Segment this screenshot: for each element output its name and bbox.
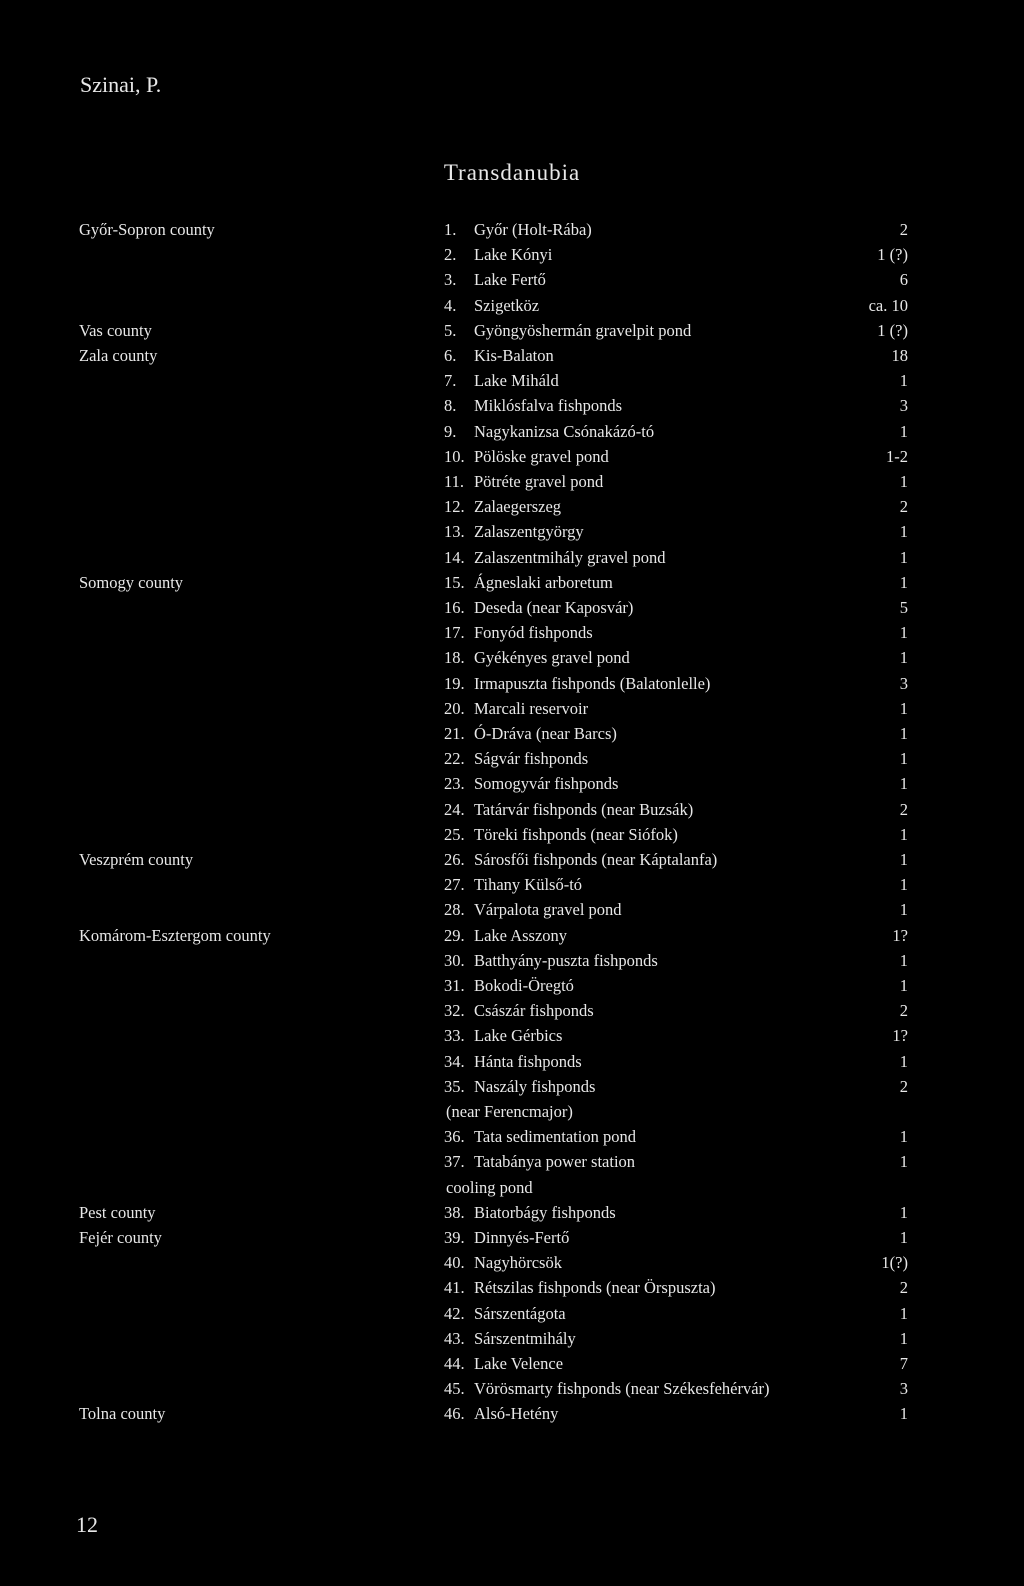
site-number: 30. [444,950,465,970]
table-row [0,645,1024,670]
site-name: Ágneslaki arboretum [474,572,613,592]
site-count: 1 [899,1202,908,1222]
site-number: 37. [444,1152,465,1172]
site-name: Lake Velence [474,1354,564,1373]
site-name: Fonyód fishponds [474,623,593,643]
site-name: Tatabánya power station [474,1152,636,1172]
table-row [0,620,1024,645]
site-count: 1 [899,472,908,491]
site-count: 3 [899,396,908,416]
table-row [0,771,1024,796]
site-number: 35. [444,1076,465,1096]
site-count: 1 [899,698,908,718]
site-name: Naszály fishponds [474,1076,596,1096]
site-number: 43. [444,1328,465,1348]
county-label: Győr-Sopron county [79,220,215,239]
site-count: 1 [899,950,908,970]
site-number: 45. [444,1379,465,1399]
table-row [0,948,1024,973]
site-number: 22. [444,749,465,769]
site-number: 41. [444,1278,465,1298]
table-row [0,1250,1024,1275]
site-name: Lake Miháld [474,371,559,391]
site-name: Szigetköz [474,295,540,315]
site-number: 10. [444,446,465,466]
site-name: Vörösmarty fishponds (near Székesfehérvár) [474,1379,770,1399]
site-name: Miklósfalva fishponds [474,396,623,416]
site-count: 1 [899,1228,908,1247]
site-count: 2 [899,1076,908,1096]
site-count: 1 [899,824,908,844]
table-row [0,973,1024,998]
site-number: 20. [444,698,465,718]
site-count: 1 [899,900,908,920]
site-count: 3 [899,673,908,693]
site-name: Sárosfői fishponds (near Káptalanfa) [474,850,718,869]
site-number: 39. [444,1228,465,1247]
site-name: Sárszentmihály [474,1328,576,1348]
site-name: Gyöngyöshermán gravelpit pond [474,320,692,340]
site-name: Ságvár fishponds [474,749,589,769]
site-number: 23. [444,774,465,794]
site-name: Győr (Holt-Rába) [474,220,592,239]
site-number: 24. [444,799,465,819]
site-name: Ó-Dráva (near Barcs) [474,724,617,743]
site-name: Deseda (near Kaposvár) [474,598,634,617]
site-count: 1 (?) [877,245,908,265]
section-title: Transdanubia [443,160,581,185]
site-count: 1 [899,1404,908,1424]
site-name: Zalaegerszeg [474,497,562,517]
county-label: Zala county [79,346,158,365]
site-count: 2 [899,1278,908,1298]
table-row [0,469,1024,494]
table-row [0,797,1024,822]
table-row [0,1376,1024,1401]
site-number: 9. [444,421,457,441]
table-row [0,998,1024,1023]
site-number: 28. [444,900,465,920]
table-row [0,293,1024,318]
site-count: 1? [892,925,908,945]
site-count: 1 [899,976,908,995]
site-number: 4. [444,295,457,315]
site-number: 25. [444,824,465,844]
site-name: Tatárvár fishponds (near Buzsák) [474,799,694,819]
table-row [0,671,1024,696]
table-row [0,545,1024,570]
table-row [0,1074,1024,1099]
county-label: Veszprém county [79,850,194,869]
table-row [0,519,1024,544]
site-count: 1 [899,371,908,391]
table-row [0,1326,1024,1351]
table-row [0,1175,1024,1200]
site-number: 12. [444,497,465,517]
site-number: 33. [444,1026,465,1046]
table-row [0,1351,1024,1376]
site-name: Batthyány-puszta fishponds [474,950,658,970]
site-number: 32. [444,1001,465,1021]
site-name: Töreki fishponds (near Siófok) [474,824,678,844]
site-count: 2 [899,497,908,517]
site-name: Várpalota gravel pond [474,900,622,920]
table-row [0,1099,1024,1124]
table-row [0,822,1024,847]
site-count: 1 [899,724,908,743]
site-count: 1 [899,1328,908,1348]
site-count: 1 [899,774,908,794]
site-number: 13. [444,522,465,542]
site-count: 1(?) [881,1253,908,1273]
site-name: Lake Gérbics [474,1026,563,1046]
site-number: 3. [444,270,457,290]
site-count: ca. 10 [868,295,908,315]
site-number: 18. [444,648,465,668]
site-count: 1 [899,850,908,869]
site-number: 44. [444,1354,465,1373]
site-name: Marcali reservoir [474,698,589,718]
table-row [0,419,1024,444]
site-number: 8. [444,396,457,416]
site-count: 1 [899,572,908,592]
site-number: 34. [444,1051,465,1071]
table-row [0,1301,1024,1326]
site-number: 2. [444,245,457,265]
table-row [0,318,1024,343]
table-row [0,1049,1024,1074]
site-name: Nagyhörcsök [474,1253,562,1273]
site-number: 6. [444,346,457,365]
site-name: Sárszentágota [474,1303,566,1323]
site-number: 27. [444,875,465,895]
site-name: Somogyvár fishponds [474,774,619,794]
table-row [0,242,1024,267]
table-row [0,1275,1024,1300]
site-count: 2 [899,1001,908,1021]
county-label: Tolna county [79,1404,166,1424]
table-row [0,368,1024,393]
table-row [0,1023,1024,1048]
site-name: cooling pond [446,1177,533,1197]
site-number: 38. [444,1202,465,1222]
site-name: (near Ferencmajor) [446,1102,573,1121]
site-name: Pölöske gravel pond [474,446,609,466]
site-number: 29. [444,925,465,945]
table-row [0,897,1024,922]
site-name: Dinnyés-Fertő [474,1228,570,1247]
site-count: 2 [899,799,908,819]
county-label: Vas county [79,320,152,340]
site-count: 1 (?) [877,320,908,340]
site-name: Hánta fishponds [474,1051,582,1071]
site-name: Gyékényes gravel pond [474,648,630,668]
table-row [0,721,1024,746]
site-name: Bokodi-Öregtó [474,976,574,995]
table-row [0,267,1024,292]
table-row [0,1124,1024,1149]
site-name: Lake Asszony [474,925,568,945]
site-name: Irmapuszta fishponds (Balatonlelle) [474,673,711,693]
site-name: Rétszilas fishponds (near Örspuszta) [474,1278,716,1298]
site-number: 21. [444,724,465,743]
site-count: 2 [899,220,908,239]
site-count: 1 [899,547,908,567]
site-name: Zalaszentgyörgy [474,522,584,542]
site-count: 3 [899,1379,908,1399]
table-row [0,696,1024,721]
site-name: Pötréte gravel pond [474,472,604,491]
site-count: 1 [899,1051,908,1071]
site-count: 1 [899,1303,908,1323]
site-count: 1 [899,1127,908,1147]
site-name: Tata sedimentation pond [474,1127,636,1147]
site-count: 1 [899,421,908,441]
site-count: 1 [899,623,908,643]
site-number: 5. [444,320,457,340]
table-row [0,1149,1024,1174]
site-count: 1 [899,749,908,769]
site-number: 16. [444,598,465,617]
site-number: 7. [444,371,457,391]
site-count: 1-2 [886,446,908,466]
site-name: Biatorbágy fishponds [474,1202,616,1222]
author-name: Szinai, P. [80,72,162,97]
site-count: 6 [899,270,908,290]
table-row [0,393,1024,418]
site-number: 15. [444,572,465,592]
site-name: Nagykanizsa Csónakázó-tó [474,421,655,441]
site-name: Alsó-Hetény [474,1404,559,1424]
county-label: Somogy county [79,572,184,592]
table-row [0,444,1024,469]
site-name: Császár fishponds [474,1001,594,1021]
site-number: 17. [444,623,465,643]
site-number: 31. [444,976,465,995]
page-number: 12 [76,1512,98,1537]
site-number: 36. [444,1127,465,1147]
site-count: 1 [899,875,908,895]
site-number: 11. [444,472,465,491]
site-number: 42. [444,1303,465,1323]
site-number: 19. [444,673,465,693]
site-count: 1 [899,1152,908,1172]
county-label: Komárom-Esztergom county [79,925,271,945]
site-number: 46. [444,1404,465,1424]
county-label: Pest county [79,1202,156,1222]
site-name: Lake Kónyi [474,245,553,265]
table-row [0,872,1024,897]
site-count: 18 [891,346,908,365]
site-count: 5 [899,598,908,617]
site-number: 40. [444,1253,465,1273]
site-number: 1. [444,220,457,239]
table-row [0,746,1024,771]
site-count: 1 [899,522,908,542]
site-name: Lake Fertő [474,270,546,290]
site-name: Kis-Balaton [474,346,554,365]
site-count: 7 [899,1354,908,1373]
county-label: Fejér county [79,1228,162,1247]
site-count: 1? [892,1026,908,1046]
site-name: Zalaszentmihály gravel pond [474,547,666,567]
table-row [0,595,1024,620]
table-row [0,494,1024,519]
site-number: 26. [444,850,465,869]
site-name: Tihany Külső-tó [474,875,583,895]
site-number: 14. [444,547,465,567]
site-count: 1 [899,648,908,668]
